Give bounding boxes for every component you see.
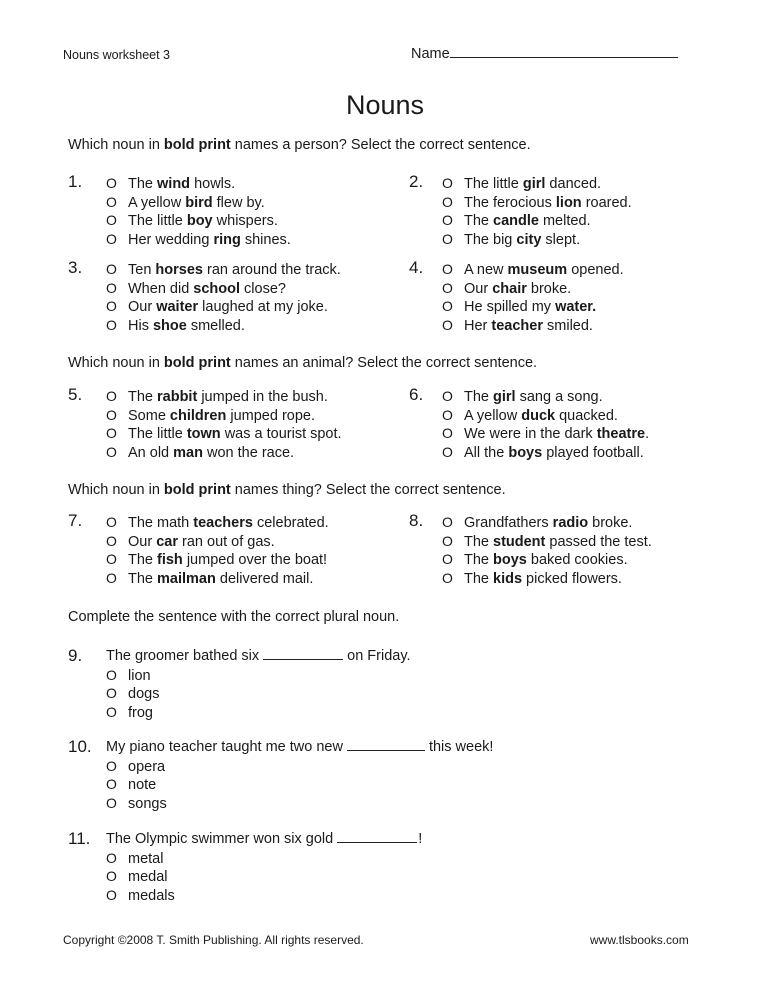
answer-option[interactable]: O medals <box>106 886 175 904</box>
radio-circle-icon[interactable]: O <box>106 212 117 228</box>
radio-circle-icon[interactable]: O <box>106 886 117 903</box>
answer-option[interactable]: O songs <box>106 794 167 812</box>
answer-option[interactable]: O Some children jumped rope. <box>106 406 315 424</box>
answer-option[interactable]: O The mailman delivered mail. <box>106 569 314 587</box>
answer-option[interactable]: O The rabbit jumped in the bush. <box>106 388 328 405</box>
answer-option[interactable]: O All the boys played football. <box>442 443 644 461</box>
radio-circle-icon[interactable]: O <box>106 406 117 423</box>
copyright-text: Copyright ©2008 T. Smith Publishing. All rights reserved. <box>63 933 364 947</box>
answer-option[interactable]: O The little town was a tourist spot. <box>106 425 342 442</box>
name-field[interactable] <box>411 45 678 62</box>
answer-option[interactable]: O Her teacher smiled. <box>442 316 593 334</box>
answer-option[interactable]: O The kids picked flowers. <box>442 569 622 587</box>
radio-circle-icon[interactable]: O <box>442 175 453 191</box>
answer-option[interactable]: O When did school close? <box>106 279 286 297</box>
question-number: 1. <box>68 172 83 191</box>
question-number: 9. <box>68 646 83 665</box>
answer-option[interactable]: O The wind howls. <box>106 175 236 192</box>
radio-circle-icon[interactable]: O <box>442 261 453 277</box>
radio-circle-icon[interactable]: O <box>106 514 117 530</box>
section-instruction-person: Which noun in bold print names a person? Select the correct sentence. <box>68 137 531 153</box>
answer-option[interactable]: O The boys baked cookies. <box>442 551 628 568</box>
radio-circle-icon[interactable]: O <box>106 551 117 567</box>
radio-circle-icon[interactable]: O <box>442 298 453 314</box>
answer-option[interactable]: O Grandfathers radio broke. <box>442 514 633 531</box>
answer-option[interactable]: O The ferocious lion roared. <box>442 193 632 211</box>
question-number: 11. <box>68 829 91 848</box>
radio-circle-icon[interactable]: O <box>106 685 117 701</box>
question-number: 7. <box>68 511 83 530</box>
radio-circle-icon[interactable]: O <box>106 703 117 720</box>
answer-option[interactable]: O Our waiter laughed at my joke. <box>106 298 328 315</box>
answer-option[interactable]: O Our car ran out of gas. <box>106 532 275 550</box>
answer-option[interactable]: O The candle melted. <box>442 212 591 229</box>
radio-circle-icon[interactable]: O <box>106 261 117 277</box>
answer-option[interactable]: O We were in the dark theatre. <box>442 425 650 442</box>
radio-circle-icon[interactable]: O <box>106 230 117 247</box>
answer-option[interactable]: O The fish jumped over the boat! <box>106 551 328 568</box>
radio-circle-icon[interactable]: O <box>106 569 117 586</box>
radio-circle-icon[interactable]: O <box>106 425 117 441</box>
answer-option[interactable]: O His shoe smelled. <box>106 316 245 334</box>
radio-circle-icon[interactable]: O <box>106 443 117 460</box>
answer-option[interactable]: O note <box>106 776 157 793</box>
radio-circle-icon[interactable]: O <box>442 514 453 530</box>
answer-option[interactable]: O Ten horses ran around the track. <box>106 261 341 278</box>
radio-circle-icon[interactable]: O <box>106 316 117 333</box>
answer-option[interactable]: O Our chair broke. <box>442 279 572 297</box>
radio-circle-icon[interactable]: O <box>106 532 117 549</box>
question-number: 6. <box>409 385 424 404</box>
question-number: 8. <box>409 511 424 530</box>
answer-option[interactable]: O frog <box>106 703 153 721</box>
answer-option[interactable]: O He spilled my water. <box>442 298 597 315</box>
answer-option[interactable]: O metal <box>106 849 164 867</box>
radio-circle-icon[interactable]: O <box>106 776 117 792</box>
radio-circle-icon[interactable]: O <box>106 279 117 296</box>
section-instruction-plural: Complete the sentence with the correct plural noun. <box>68 609 400 625</box>
radio-circle-icon[interactable]: O <box>442 230 453 247</box>
radio-circle-icon[interactable]: O <box>442 532 453 549</box>
radio-circle-icon[interactable]: O <box>106 757 117 774</box>
answer-option[interactable]: O A yellow bird flew by. <box>106 193 265 211</box>
radio-circle-icon[interactable]: O <box>106 868 117 884</box>
question-stem: The groomer bathed six on Friday. <box>106 648 411 664</box>
radio-circle-icon[interactable]: O <box>106 298 117 314</box>
radio-circle-icon[interactable]: O <box>106 388 117 404</box>
radio-circle-icon[interactable]: O <box>442 569 453 586</box>
answer-option[interactable]: O medal <box>106 868 168 885</box>
name-label: Name <box>411 46 450 62</box>
radio-circle-icon[interactable]: O <box>106 794 117 811</box>
section-instruction-animal: Which noun in bold print names an animal? Select the correct sentence. <box>68 355 538 371</box>
answer-option[interactable]: O The little boy whispers. <box>106 212 278 229</box>
website-text: www.tlsbooks.com <box>590 933 689 947</box>
question-stem: My piano teacher taught me two new this week! <box>106 739 494 755</box>
radio-circle-icon[interactable]: O <box>442 406 453 423</box>
radio-circle-icon[interactable]: O <box>442 551 453 567</box>
answer-blank[interactable] <box>263 648 343 660</box>
answer-option[interactable]: O A yellow duck quacked. <box>442 406 618 424</box>
answer-option[interactable]: O The student passed the test. <box>442 532 652 550</box>
answer-blank[interactable] <box>337 831 417 843</box>
question-stem: The Olympic swimmer won six gold ! <box>106 831 423 847</box>
answer-option[interactable]: O opera <box>106 757 166 775</box>
question-number: 10. <box>68 737 92 756</box>
radio-circle-icon[interactable]: O <box>442 279 453 296</box>
question-number: 2. <box>409 172 424 191</box>
radio-circle-icon[interactable]: O <box>106 849 117 866</box>
answer-option[interactable]: O The little girl danced. <box>442 175 602 192</box>
radio-circle-icon[interactable]: O <box>106 175 117 191</box>
answer-option[interactable]: O The big city slept. <box>442 230 581 248</box>
name-line[interactable] <box>450 45 678 58</box>
question-number: 3. <box>68 258 83 277</box>
radio-circle-icon[interactable]: O <box>106 666 117 683</box>
radio-circle-icon[interactable]: O <box>442 316 453 333</box>
radio-circle-icon[interactable]: O <box>442 425 453 441</box>
radio-circle-icon[interactable]: O <box>442 193 453 210</box>
question-number: 5. <box>68 385 83 404</box>
radio-circle-icon[interactable]: O <box>442 388 453 404</box>
radio-circle-icon[interactable]: O <box>442 212 453 228</box>
section-instruction-thing: Which noun in bold print names thing? Select the correct sentence. <box>68 482 506 498</box>
answer-option[interactable]: O The girl sang a song. <box>442 388 603 405</box>
answer-option[interactable]: O An old man won the race. <box>106 443 295 461</box>
answer-option[interactable]: O lion <box>106 666 151 684</box>
answer-option[interactable]: O A new museum opened. <box>442 261 624 278</box>
answer-option[interactable]: O The math teachers celebrated. <box>106 514 329 531</box>
question-number: 4. <box>409 258 424 277</box>
answer-blank[interactable] <box>347 739 425 751</box>
answer-option[interactable]: O Her wedding ring shines. <box>106 230 291 248</box>
radio-circle-icon[interactable]: O <box>106 193 117 210</box>
radio-circle-icon[interactable]: O <box>442 443 453 460</box>
answer-option[interactable]: O dogs <box>106 685 160 702</box>
worksheet-label: Nouns worksheet 3 <box>63 48 171 62</box>
page-title: Nouns <box>345 90 425 120</box>
